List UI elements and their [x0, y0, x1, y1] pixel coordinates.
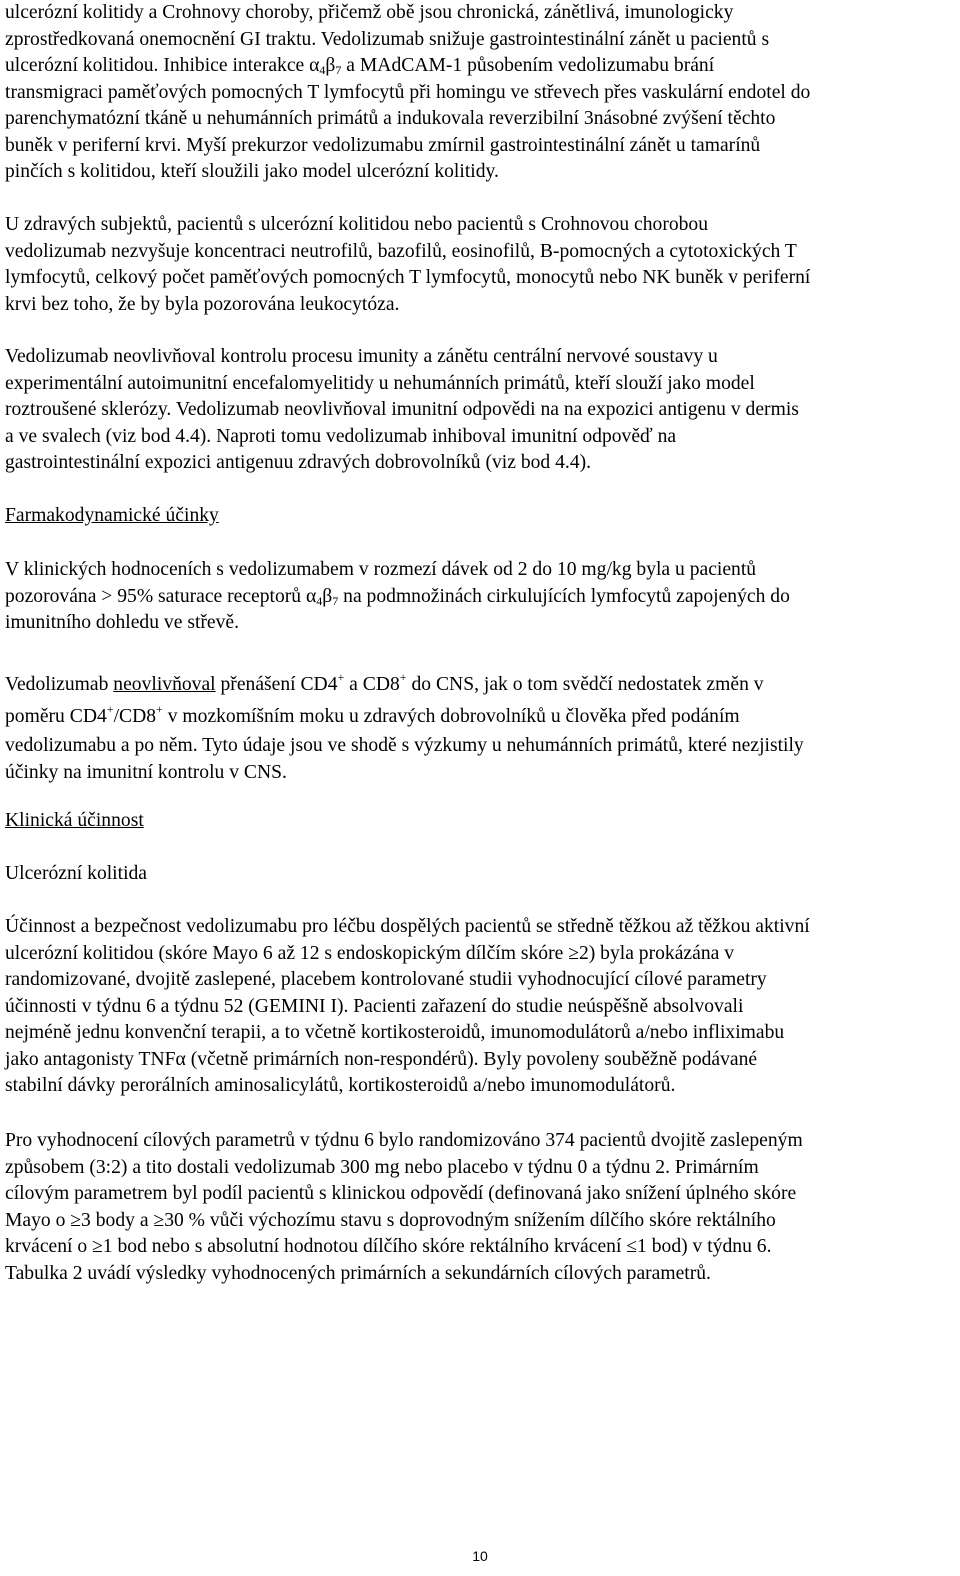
text-line: Mayo o ≥3 body a ≥30 % vůči výchozímu stavu s doprovodným snížením dílčího skóre rektálního	[5, 1209, 776, 1231]
text-line: Účinnost a bezpečnost vedolizumabu pro léčbu dospělých pacientů se středně těžkou až těžkou aktivní	[5, 916, 810, 937]
paragraph-receptor-saturation	[5, 557, 790, 637]
text-line: pinčích s kolitidou, kteří sloužili jako model ulcerózní kolitidy.	[5, 161, 499, 182]
text-line: roztroušené sklerózy. Vedolizumab neovlivňoval imunitní odpovědi na na expozici antigenu v dermis	[5, 399, 799, 420]
paragraph-endpoints	[5, 1128, 803, 1287]
text-line: ulcerózní kolitidy a Crohnovy choroby, přičemž obě jsou chronická, zánětlivá, imunologicky	[5, 2, 734, 23]
text-line	[5, 53, 810, 80]
text-line: U zdravých subjektů, pacientů s ulcerózní kolitidou nebo pacientů s Crohnovou chorobou	[5, 214, 709, 235]
subscript: 7	[335, 63, 342, 77]
text-run: a MAdCAM-1 působením vedolizumabu brání	[341, 55, 715, 76]
heading-text: Ulcerózní kolitida	[5, 863, 148, 884]
text-line: krvi bez toho, že by byla pozorována leukocytóza.	[5, 293, 400, 315]
text-line: Pro vyhodnocení cílových parametrů v týdnu 6 bylo randomizováno 374 pacientů dvojitě zaslepeným	[5, 1130, 803, 1151]
subsection-heading-uc	[5, 861, 147, 888]
text-run: β	[325, 55, 336, 76]
text-line: a ve svalech (viz bod 4.4). Naproti tomu vedolizumab inhiboval imunitní odpověď na	[5, 425, 677, 447]
text-line: gastrointestinální expozici antigenuu zdravých dobrovolníků (viz bod 4.4).	[5, 452, 592, 473]
paragraph-cns-immunity	[5, 344, 799, 477]
text-line: ulcerózní kolitidou (skóre Mayo 6 až 12 s endoskopickým dílčím skóre ≥2) byla prokázána v	[5, 942, 735, 964]
paragraph-mechanism	[5, 0, 810, 186]
section-heading-pharmacodynamic	[5, 503, 219, 530]
text-line: stabilní dávky perorálních aminosalicylátů, kortikosteroidů a/nebo imunomodulátorů.	[5, 1075, 676, 1096]
paragraph-healthy-subjects	[5, 212, 810, 318]
text-line: jako antagonisty TNFα (včetně primárních non-respondérů). Byly povoleny souběžně podávané	[5, 1048, 758, 1070]
text-line: parenchymatózní tkáně u nehumánních primátů a indukovala reverzibilní 3násobné zvýšení těchto	[5, 108, 776, 129]
text-run: ulcerózní kolitidou. Inhibice interakce α	[5, 55, 320, 76]
text-run: Vedolizumab	[5, 674, 114, 695]
heading-text: Farmakodynamické účinky	[5, 505, 219, 526]
text-run: pozorována > 95% saturace receptorů α	[5, 585, 317, 607]
text-run: poměru CD4	[5, 706, 107, 727]
text-line: účinky na imunitní kontrolu v CNS.	[5, 761, 287, 783]
superscript: +	[337, 670, 345, 684]
text-run: na podmnožinách cirkulujících lymfocytů zapojených do	[338, 585, 790, 607]
subscript: 4	[319, 63, 326, 77]
subscript: 4	[316, 593, 323, 608]
text-line: randomizované, dvojitě zaslepené, placebem kontrolované studii vyhodnocující cílové parametry	[5, 969, 767, 990]
text-line: cílovým parametrem byl podíl pacientů s klinickou odpovědí (definovaná jako snížení úplného skóre	[5, 1183, 797, 1204]
text-line	[5, 584, 790, 611]
superscript: +	[106, 702, 114, 716]
text-line	[5, 669, 804, 701]
text-line: lymfocytů, celkový počet paměťových pomocných T lymfocytů, monocytů nebo NK buněk v periferní	[5, 267, 811, 288]
superscript: +	[399, 670, 407, 684]
paragraph-gemini-efficacy	[5, 914, 810, 1100]
subscript: 7	[332, 593, 339, 608]
section-heading-clinical	[5, 808, 144, 835]
text-line: vedolizumab nezvyšuje koncentraci neutrofilů, bazofilů, eosinofilů, B-pomocných a cytotoxických T	[5, 240, 797, 262]
text-line: krvácení o ≥1 bod nebo s absolutní hodnotou dílčího skóre rektálního krvácení ≤1 bod) v týdnu 6.	[5, 1236, 772, 1257]
text-run: a CD8	[344, 674, 400, 695]
text-line: vedolizumabu a po něm. Tyto údaje jsou ve shodě s výzkumy u nehumánních primátů, které nezjistily	[5, 735, 804, 756]
text-line: V klinických hodnoceních s vedolizumabem v rozmezí dávek od 2 do 10 mg/kg byla u pacientů	[5, 559, 757, 580]
text-line: zprostředkovaná onemocnění GI traktu. Vedolizumab snižuje gastrointestinální zánět u pacientů s	[5, 28, 770, 50]
text-line: experimentální autoimunitní encefalomyelitidy u nehumánních primátů, kteří slouží jako model	[5, 372, 755, 394]
text-line: Vedolizumab neovlivňoval kontrolu procesu imunity a zánětu centrální nervové soustavy u	[5, 346, 718, 367]
heading-text: Klinická účinnost	[5, 810, 144, 831]
text-line: transmigraci paměťových pomocných T lymfocytů při homingu ve střevech přes vaskulární endotel do	[5, 81, 811, 103]
text-run: přenášení CD4	[215, 674, 338, 695]
text-run: /CD8	[113, 706, 157, 727]
superscript: +	[156, 702, 163, 716]
paragraph-cd4-cd8	[5, 669, 804, 786]
text-line: nejméně jednu konvenční terapii, a to včetně kortikosteroidů, imunomodulátorů a/nebo infliximabu	[5, 1022, 785, 1043]
text-run: β	[322, 585, 333, 607]
text-run: v mozkomíšním moku u zdravých dobrovolníků u člověka před podáním	[162, 706, 740, 727]
text-line	[5, 701, 804, 733]
text-run: do CNS, jak o tom svědčí nedostatek změn v	[406, 674, 764, 695]
text-line: imunitního dohledu ve střevě.	[5, 612, 239, 633]
text-line: Tabulka 2 uvádí výsledky vyhodnocených primárních a sekundárních cílových parametrů.	[5, 1262, 711, 1284]
page-number: 10	[472, 1548, 488, 1564]
text-line: účinnosti v týdnu 6 a týdnu 52 (GEMINI I). Pacienti zařazení do studie neúspěšně absolvovali	[5, 995, 744, 1017]
underlined-text: neovlivňoval	[113, 674, 216, 695]
text-line: buněk v periferní krvi. Myší prekurzor vedolizumabu zmírnil gastrointestinální zánět u tamarínů	[5, 134, 761, 156]
text-line: způsobem (3:2) a tito dostali vedolizumab 300 mg nebo placebo v týdnu 0 a týdnu 2. Primárním	[5, 1156, 759, 1178]
